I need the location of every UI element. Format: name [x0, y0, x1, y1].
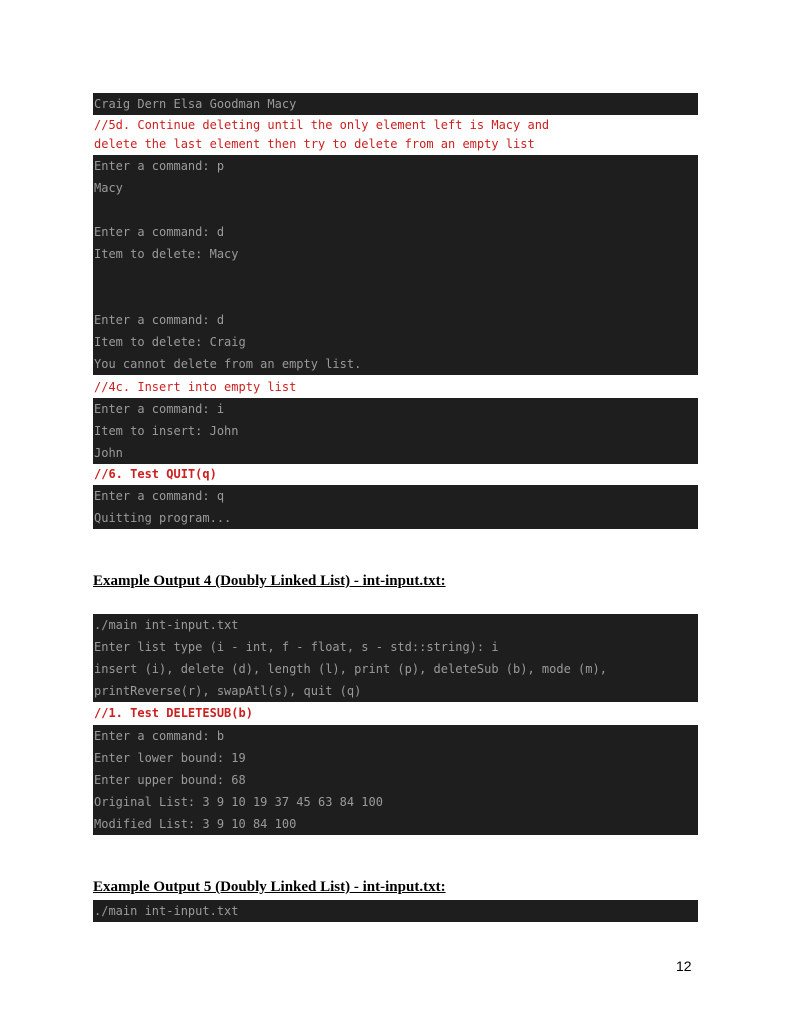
output-line: Quitting program... [94, 511, 232, 525]
output-line [93, 287, 698, 309]
terminal-output-block [93, 398, 698, 464]
output-line: Enter a command: q [94, 489, 225, 503]
output-line: ./main int-input.txt [94, 904, 239, 918]
output-line: Craig Dern Elsa Goodman Macy [94, 97, 297, 111]
terminal-output-block [93, 93, 698, 115]
output-line: Modified List: 3 9 10 84 100 [94, 817, 297, 831]
output-line: Enter list type (i - int, f - float, s - std::string): i [94, 640, 499, 654]
terminal-output-block [93, 614, 698, 702]
output-line: Original List: 3 9 10 19 37 45 63 84 100 [94, 795, 383, 809]
output-line: You cannot delete from an empty list. [94, 357, 362, 371]
output-line: Enter a command: d [94, 313, 225, 327]
output-line: ./main int-input.txt [94, 618, 239, 632]
output-line: Macy [94, 181, 123, 195]
test-comment [93, 116, 698, 154]
output-line [93, 199, 698, 221]
test-comment [93, 378, 698, 397]
output-line: //4c. Insert into empty list [94, 380, 297, 394]
output-line: delete the last element then try to delete from an empty list [94, 137, 535, 151]
output-line: Item to delete: Macy [94, 247, 239, 261]
output-line: //1. Test DELETESUB(b) [94, 706, 253, 720]
output-line: Enter a command: b [94, 729, 225, 743]
section-heading-example-4: Example Output 4 (Doubly Linked List) - int-input.txt: [93, 573, 446, 589]
terminal-output-block [93, 725, 698, 835]
output-line [93, 265, 698, 287]
output-line: Enter a command: p [94, 159, 225, 173]
terminal-output-block [93, 155, 698, 375]
test-comment [93, 465, 698, 484]
output-line: insert (i), delete (d), length (l), print (p), deleteSub (b), mode (m), [94, 662, 607, 676]
test-comment [93, 704, 698, 723]
output-line: Item to insert: John [94, 424, 239, 438]
output-line: Enter a command: d [94, 225, 225, 239]
section-heading-example-5: Example Output 5 (Doubly Linked List) - int-input.txt: [93, 879, 446, 895]
output-line: //5d. Continue deleting until the only element left is Macy and [94, 118, 550, 132]
output-line: Item to delete: Craig [94, 335, 246, 349]
output-line: //6. Test QUIT(q) [94, 467, 217, 481]
output-line: Enter a command: i [94, 402, 225, 416]
output-line: Enter upper bound: 68 [94, 773, 246, 787]
page-number: 12 [676, 958, 692, 974]
output-line: printReverse(r), swapAtl(s), quit (q) [94, 684, 362, 698]
terminal-output-block [93, 900, 698, 922]
output-line: John [94, 446, 123, 460]
output-line: Enter lower bound: 19 [94, 751, 246, 765]
terminal-output-block [93, 485, 698, 529]
